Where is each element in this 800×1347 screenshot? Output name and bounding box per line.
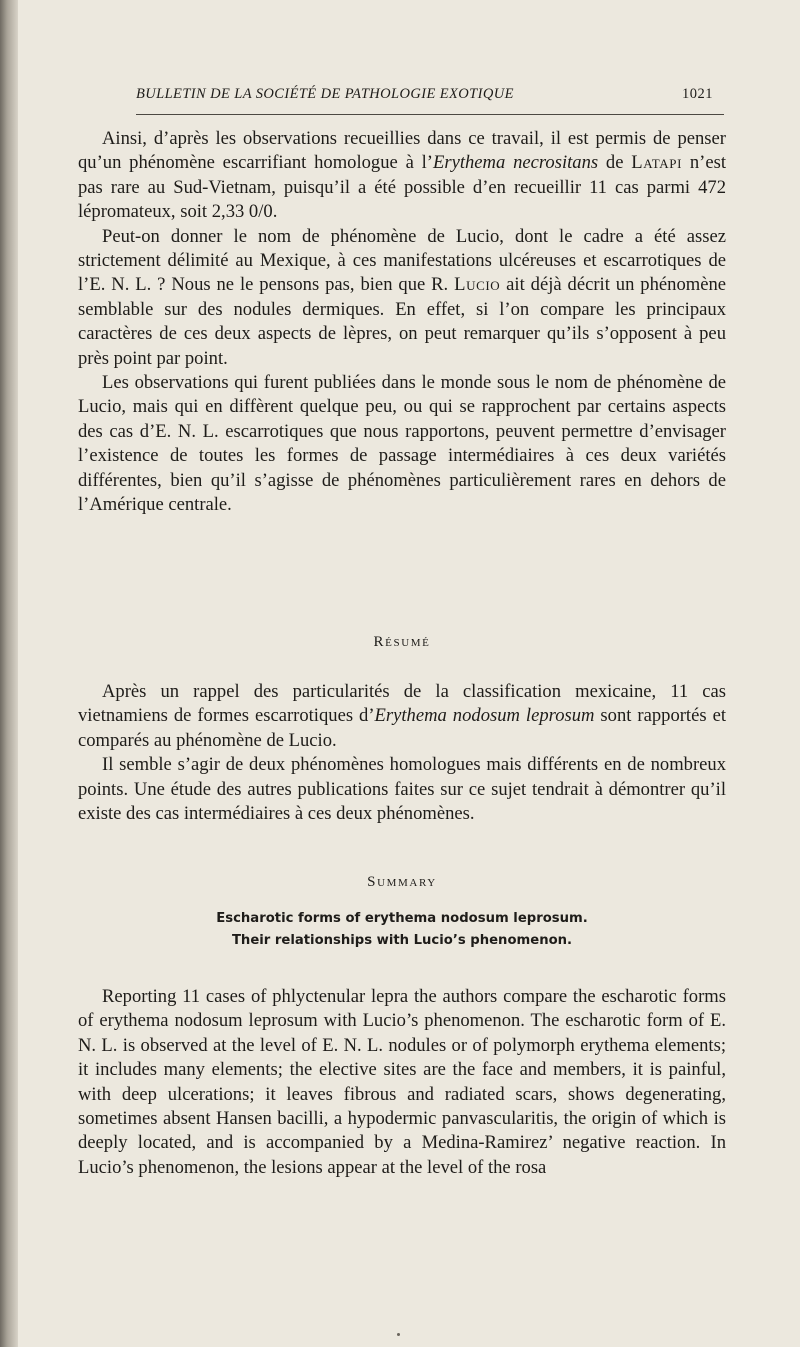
page-number: 1021 — [682, 86, 713, 102]
paragraph-conclusion-3: Les observations qui furent publiées dans le monde sous le nom de phénomène de Lucio, mais qui en diffèrent quelque peu, ou qui se rapprochent par certains aspects des cas d’E. N. L. escarrotiques que nous rapportons, peuvent permettre d’envisager l’existence de toutes les formes de passage intermédiaires à ces deux variétés différentes, bien qu’il s’agisse de phénomènes particulièrement rares en dehors de l’Amérique centrale. — [78, 372, 726, 516]
summary-title-line-2: Their relationships with Lucio’s phenomenon. — [231, 933, 573, 948]
summary-paragraph: Reporting 11 cases of phlyctenular lepra the authors compare the escharotic forms of erythema nodosum leprosum with Lucio’s phenomenon. The escharotic form of E. N. L. is observed at the level of E. N. L. nodules or of polymorph erythema elements; it includes many elements; the elective sites are the face and members, it is painful, with deep ulcerations; it leaves fibrous and radiated scars, shows degenerating, sometimes absent Hansen bacilli, a hypodermic panvascularitis, the origin of which is deeply located, and is accompanied by a Medina-Ramirez’ negative reaction. In Lucio’s phenomenon, the lesions appear at the level of the rosa — [78, 986, 726, 1178]
author-name: Lucio — [454, 274, 501, 296]
italic-term: Erythema necrositans — [432, 152, 599, 174]
resume-text — [78, 680, 726, 826]
summary-text — [78, 985, 726, 1180]
resume-heading: Résumé — [373, 634, 431, 650]
resume-paragraph-2: Il semble s’agir de deux phénomènes homologues mais différents en de nombreux points. Une étude des autres publications faites sur ce sujet tendrait à démontrer qu’il existe des cas intermédiaires à ces deux phénomènes. — [78, 754, 726, 825]
author-name: Latapi — [631, 152, 683, 174]
journal-page — [18, 0, 800, 1347]
italic-term: Erythema nodosum leprosum — [374, 705, 595, 727]
body-text — [78, 127, 726, 518]
page-gutter-shadow — [0, 0, 18, 1347]
running-title: BULLETIN DE LA SOCIÉTÉ DE PATHOLOGIE EXOTIQUE — [136, 86, 514, 102]
summary-title — [78, 908, 726, 952]
paragraph-conclusion-2: Peut-on donner le nom de phénomène de Lucio, dont le cadre a été assez strictement délimité au Mexique, à ces manifestations ulcéreuses et escarrotiques de l’E. N. L. ? Nous ne le pensons pas, bien que R. Lucio ait déjà décrit un phénomène semblable sur des nodules dermiques. En effet, si l’on compare les principaux caractères de ces deux aspects de lèpres, on peut remarquer qu’ils s’opposent à peu près point par point. — [78, 225, 727, 369]
page-speck — [397, 1333, 400, 1336]
resume-paragraph-1: Après un rappel des particularités de la classification mexicaine, 11 cas vietnamiens de formes escarrotiques d’Erythema nodosum leprosum sont rapportés et comparés au phénomène de Lucio. — [78, 681, 726, 751]
summary-heading: Summary — [367, 874, 437, 890]
summary-title-line-1: Escharotic forms of erythema nodosum leprosum. — [216, 911, 588, 926]
header-rule — [136, 114, 724, 115]
paragraph-conclusion-1: Ainsi, d’après les observations recueillies dans ce travail, il est permis de penser qu’un phénomène escarrifiant homologue à l’Erythema necrositans de Latapi n’est pas rare au Sud-Vietnam, puisqu’il a été possible d’en recueillir 11 cas parmi 472 lépromateux, soit 2,33 0/0. — [78, 128, 726, 223]
